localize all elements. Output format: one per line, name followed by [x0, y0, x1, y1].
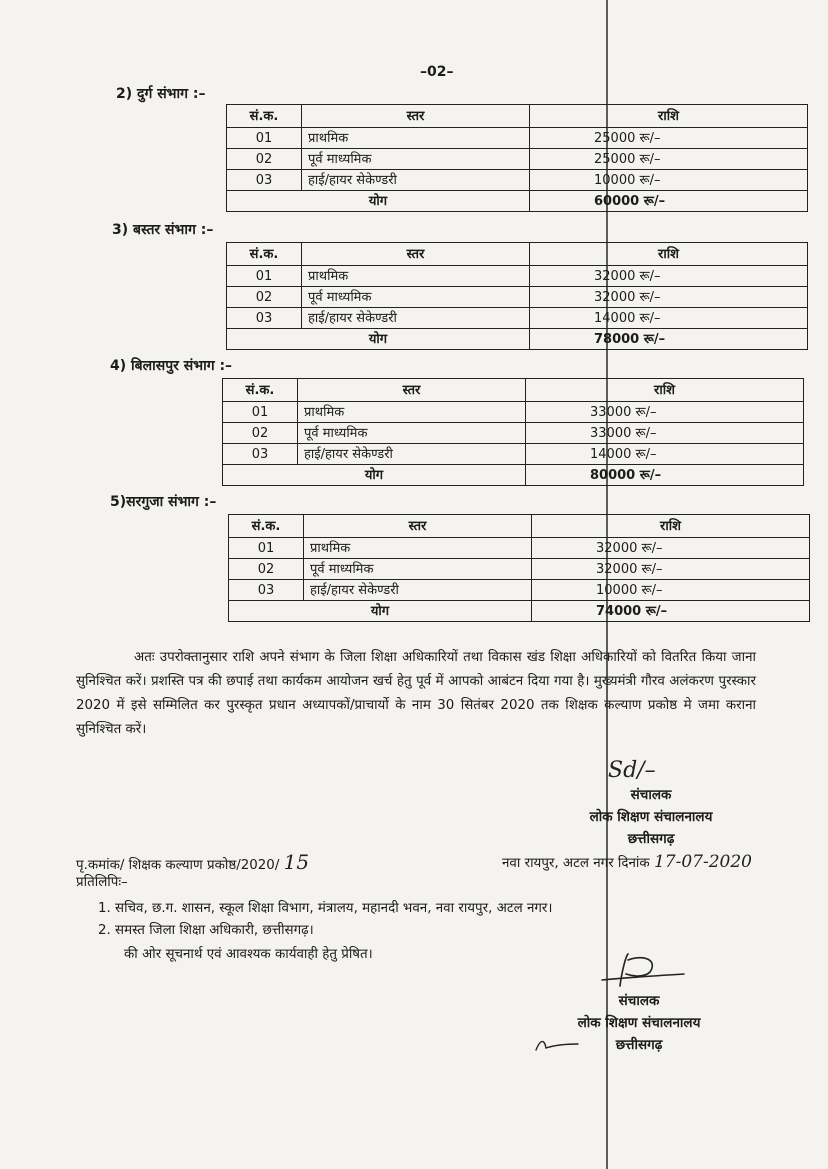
- signatory-state: छत्तीसगढ़: [627, 831, 675, 847]
- cell-sn: 01: [229, 538, 304, 559]
- cell-amount: 14000 रू/–: [530, 308, 808, 329]
- table-row: [227, 287, 808, 308]
- amount-table-bilaspur: [222, 378, 804, 486]
- signatory-title: संचालक: [630, 787, 672, 803]
- cell-level: पूर्व माध्यमिक: [302, 287, 530, 308]
- section-heading-surguja: 5)सरगुजा संभाग :–: [110, 494, 217, 510]
- amount-table-bastar: [226, 242, 808, 350]
- page-number: –02–: [420, 64, 454, 80]
- cell-amount: 10000 रू/–: [532, 580, 810, 601]
- cell-level: प्राथमिक: [298, 402, 526, 423]
- cell-level: पूर्व माध्यमिक: [304, 559, 532, 580]
- table-row: [227, 170, 808, 191]
- cell-level: हाई/हायर सेकेण्डरी: [304, 580, 532, 601]
- amount-table-surguja: [228, 514, 810, 622]
- reference-number: [76, 850, 309, 874]
- total-label: योग: [227, 329, 530, 350]
- header-amount: राशि: [530, 105, 808, 128]
- header-level: स्तर: [304, 515, 532, 538]
- header-amount: राशि: [530, 243, 808, 266]
- cell-level: हाई/हायर सेकेण्डरी: [302, 170, 530, 191]
- copy-item-1: 1. सचिव, छ.ग. शासन, स्कूल शिक्षा विभाग, मंत्रालय, महानदी भवन, नवा रायपुर, अटल नगर।: [98, 901, 553, 916]
- table-total-row: [229, 601, 810, 622]
- signature-scribble: [592, 950, 692, 994]
- handwritten-ref-number: 15: [283, 850, 310, 874]
- reference-prefix: पृ.कमांक/ शिक्षक कल्याण प्रकोष्ठ/2020/: [76, 858, 280, 873]
- cell-level: पूर्व माध्यमिक: [298, 423, 526, 444]
- section-heading-bilaspur: 4) बिलासपुर संभाग :–: [110, 358, 233, 374]
- cell-amount: 25000 रू/–: [530, 149, 808, 170]
- total-label: योग: [229, 601, 532, 622]
- cell-amount: 32000 रू/–: [532, 538, 810, 559]
- table-row: [227, 128, 808, 149]
- header-sn: सं.क.: [227, 243, 302, 266]
- section-heading-durg: 2) दुर्ग संभाग :–: [116, 86, 206, 102]
- cell-level: हाई/हायर सेकेण्डरी: [302, 308, 530, 329]
- table-total-row: [223, 465, 804, 486]
- header-level: स्तर: [302, 243, 530, 266]
- cell-level: प्राथमिक: [302, 266, 530, 287]
- total-amount: 60000 रू/–: [530, 191, 808, 212]
- cell-sn: 01: [227, 266, 302, 287]
- initial-mark: [532, 1032, 582, 1056]
- header-level: स्तर: [302, 105, 530, 128]
- table-row: [227, 308, 808, 329]
- cell-sn: 03: [227, 308, 302, 329]
- table-header-row: [223, 379, 804, 402]
- table-row: [223, 402, 804, 423]
- total-label: योग: [227, 191, 530, 212]
- header-sn: सं.क.: [229, 515, 304, 538]
- signatory-state: छत्तीसगढ़: [615, 1037, 663, 1053]
- table-row: [229, 559, 810, 580]
- table-row: [227, 149, 808, 170]
- table-row: [223, 444, 804, 465]
- cell-level: प्राथमिक: [302, 128, 530, 149]
- total-amount: 78000 रू/–: [530, 329, 808, 350]
- cell-amount: 33000 रू/–: [526, 402, 804, 423]
- header-level: स्तर: [298, 379, 526, 402]
- table-row: [229, 580, 810, 601]
- cell-amount: 33000 रू/–: [526, 423, 804, 444]
- cell-amount: 32000 रू/–: [530, 266, 808, 287]
- cell-sn: 01: [227, 128, 302, 149]
- copy-label: प्रतिलिपिः–: [76, 875, 128, 890]
- header-sn: सं.क.: [223, 379, 298, 402]
- signatory-office: लोक शिक्षण संचालनालय: [577, 1015, 701, 1031]
- cell-sn: 02: [229, 559, 304, 580]
- total-amount: 80000 रू/–: [526, 465, 804, 486]
- total-label: योग: [223, 465, 526, 486]
- cell-level: प्राथमिक: [304, 538, 532, 559]
- cell-amount: 10000 रू/–: [530, 170, 808, 191]
- header-amount: राशि: [532, 515, 810, 538]
- table-row: [227, 266, 808, 287]
- header-sn: सं.क.: [227, 105, 302, 128]
- cell-level: पूर्व माध्यमिक: [302, 149, 530, 170]
- table-row: [223, 423, 804, 444]
- header-amount: राशि: [526, 379, 804, 402]
- copy-item-2: 2. समस्त जिला शिक्षा अधिकारी, छत्तीसगढ़।: [98, 923, 314, 938]
- cell-sn: 03: [229, 580, 304, 601]
- table-header-row: [227, 105, 808, 128]
- cell-sn: 02: [223, 423, 298, 444]
- cell-amount: 14000 रू/–: [526, 444, 804, 465]
- cell-level: हाई/हायर सेकेण्डरी: [298, 444, 526, 465]
- handwritten-sd: Sd/–: [608, 758, 656, 783]
- signature-block-1: [556, 784, 746, 850]
- table-total-row: [227, 191, 808, 212]
- signatory-office: लोक शिक्षण संचालनालय: [589, 809, 713, 825]
- table-row: [229, 538, 810, 559]
- cell-sn: 02: [227, 287, 302, 308]
- cell-sn: 01: [223, 402, 298, 423]
- table-header-row: [229, 515, 810, 538]
- section-heading-bastar: 3) बस्तर संभाग :–: [112, 222, 214, 238]
- place-date: [502, 852, 752, 872]
- cell-amount: 32000 रू/–: [530, 287, 808, 308]
- table-total-row: [227, 329, 808, 350]
- cell-amount: 32000 रू/–: [532, 559, 810, 580]
- cell-amount: 25000 रू/–: [530, 128, 808, 149]
- handwritten-date: 17-07-2020: [653, 852, 752, 872]
- table-header-row: [227, 243, 808, 266]
- place-prefix: नवा रायपुर, अटल नगर दिनांक: [502, 856, 650, 871]
- body-paragraph: अतः उपरोक्तानुसार राशि अपने संभाग के जिला शिक्षा अधिकारियों तथा विकास खंड शिक्षा अधिकारियों को वितरित किया जाना सुनिश्चित करें। प्रशस्ति पत्र की छपाई तथा कार्यकम आयोजन खर्च हेतु पूर्व में आपको आबंटन दिया गया है। मुख्यमंत्री गौरव अलंकरण पुरस्कार 2020 में इसे सम्मिलित कर पुरस्कृत प्रधान अध्यापकों/प्राचार्यो के नाम 30 सितंबर 2020 तक शिक्षक कल्याण प्रकोष्ठ मे जमा कराना सुनिश्चित करें।: [76, 650, 756, 737]
- forward-text: की ओर सूचनार्थ एवं आवश्यक कार्यवाही हेतु प्रेषित।: [124, 947, 373, 962]
- cell-sn: 03: [227, 170, 302, 191]
- cell-sn: 02: [227, 149, 302, 170]
- amount-table-durg: [226, 104, 808, 212]
- cell-sn: 03: [223, 444, 298, 465]
- signatory-title: संचालक: [618, 993, 660, 1009]
- total-amount: 74000 रू/–: [532, 601, 810, 622]
